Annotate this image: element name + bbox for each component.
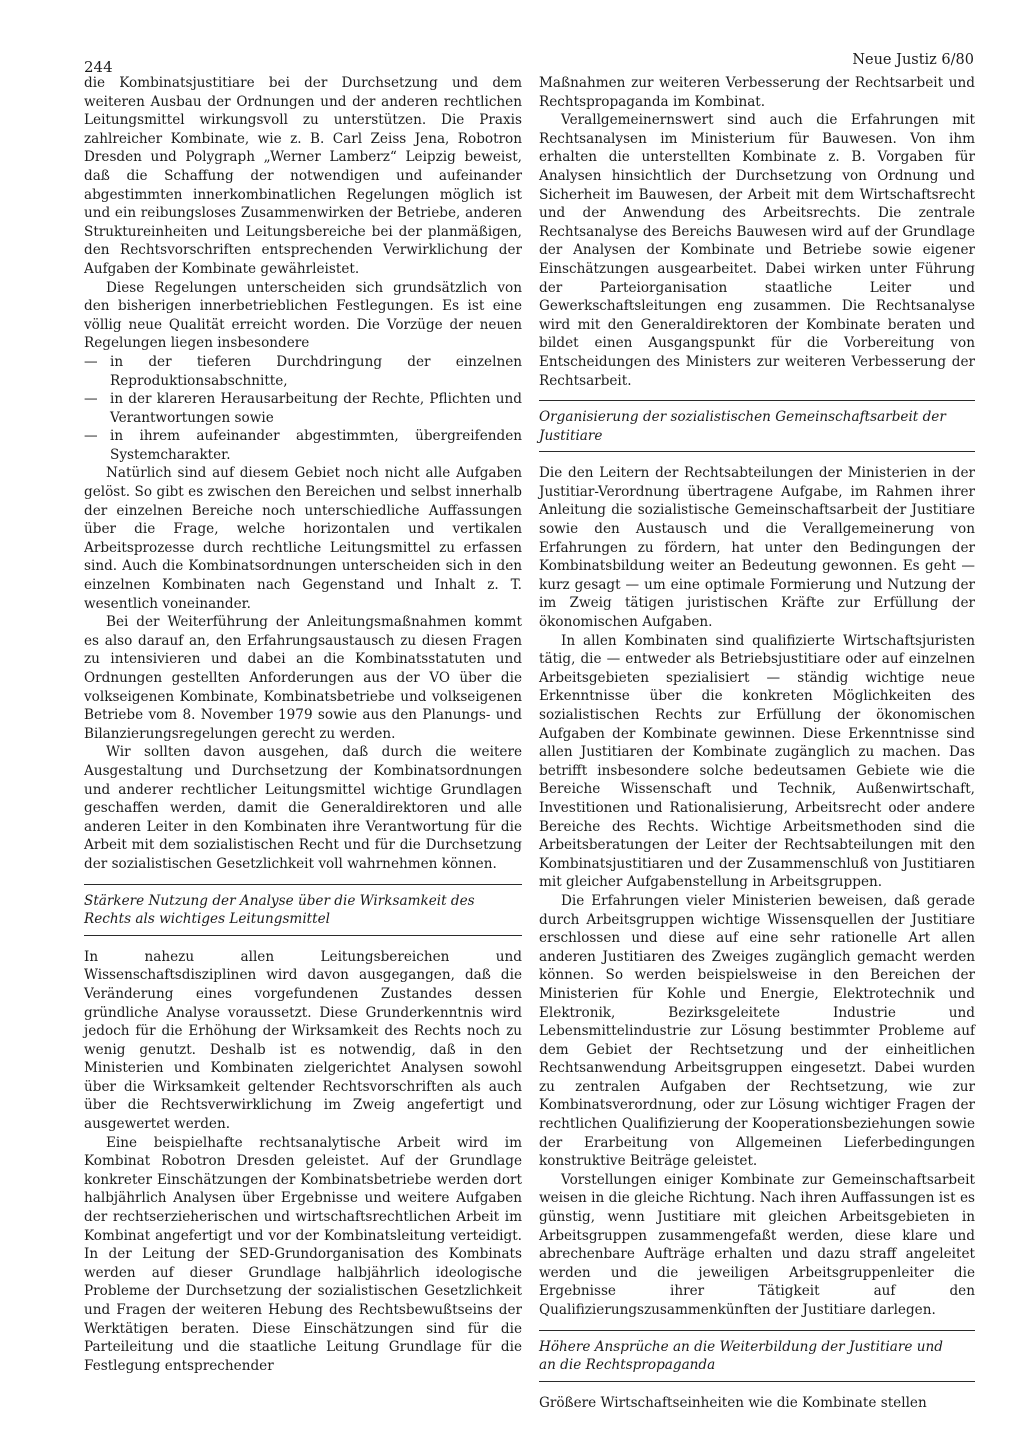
paragraph: Die den Leitern der Rechtsabteilungen der Ministerien in der Justitiar-Verordnung übertragene Aufgabe, im Rahmen ihrer Anleitung die sozialistische Gemeinschaftsarbeit der Justitiare sowie den Austausch und die Verallgemeinerung von Erfahrungen zu fördern, hat unter den Bedingungen der Kombinatsbildung weiter an Bedeutung gewonnen. Es geht — kurz gesagt — um eine optimale Formierung und Nutzung der im Zweig tätigen juristischen Kräfte zur Erfüllung der ökonomischen Aufgaben.: [539, 465, 975, 631]
section-heading-text: Stärkere Nutzung der Analyse über die Wirksamkeit des Rechts als wichtiges Leitungsmittel: [84, 892, 475, 928]
page-number: 244: [84, 58, 113, 76]
paragraph: In nahezu allen Leitungsbereichen und Wissenschaftsdisziplinen wird davon ausgegangen, daß die Veränderung eines vorgefundenen Zustandes dessen gründliche Analyse voraussetzt. Diese Grunderkenntnis wird jedoch für die Erhöhung der Wirksamkeit des Rechts noch zu wenig genutzt. Deshalb ist es notwendig, daß in den Ministerien und Kombinaten zielgerichtet Analysen sowohl über die Wirksamkeit geltender Rechtsvorschriften als auch über die Rechtsverwirklichung im Zweig angefertigt und ausgewertet werden.: [84, 948, 522, 1133]
section-heading-weiterbildung: [539, 1330, 975, 1382]
section-heading-text: Höhere Ansprüche an die Weiterbildung der Justitiare und an die Rechtspropaganda: [539, 1338, 943, 1374]
paragraph: Natürlich sind auf diesem Gebiet noch nicht alle Aufgaben gelöst. So gibt es zwischen den Bereichen und selbst innerhalb der einzelnen Bereiche noch unterschiedliche Auffassungen über die Frage, welche horizontalen und vertikalen Arbeitsprozesse durch rechtliche Leitungsmittel zu erfassen sind. Auch die Kombinatsordnungen unterscheiden sich in den einzelnen Kombinaten nach Gegenstand und Inhalt z. T. wesentlich voneinander.: [84, 465, 522, 612]
left-column: [84, 74, 522, 1375]
paragraph: Größere Wirtschaftseinheiten wie die Kombinate stellen: [539, 1394, 927, 1411]
section-heading-analyse: [84, 884, 522, 936]
journal-issue: Neue Justiz 6/80: [852, 52, 974, 68]
list-item: — in ihrem aufeinander abgestimmten, übergreifenden Systemcharakter.: [84, 427, 522, 464]
list-item: — in der tieferen Durchdringung der einzelnen Reproduktionsabschnitte,: [84, 353, 522, 390]
section-heading-gemeinschaftsarbeit: [539, 400, 975, 452]
paragraph: Wir sollten davon ausgehen, daß durch die weitere Ausgestaltung und Durchsetzung der Kombinatsordnungen und anderer rechtlicher Leitungsmittel wichtige Grundlagen geschaffen werden, damit die Generaldirektoren und alle anderen Leiter in den Kombinaten ihre Verantwortung für die Arbeit mit dem sozialistischen Recht und für die Durchsetzung der sozialistischen Gesetzlichkeit voll wahrnehmen können.: [84, 744, 522, 872]
paragraph: die Kombinatsjustitiare bei der Durchsetzung und dem weiteren Ausbau der Ordnungen und der anderen rechtlichen Leitungsmittel wirkungsvoll zu unterstützen. Die Praxis zahlreicher Kombinate, wie z. B. Carl Zeiss Jena, Robotron Dresden und Polygraph „Werner Lamberz“ Leipzig beweist, daß die Schaffung der notwendigen und aufeinander abgestimmten innerkombinatlichen Regelungen möglich ist und ein reibungsloses Zusammenwirken der Betriebe, anderen Struktureinheiten und Leitungsbereiche bei der planmäßigen, den Rechtsvorschriften entsprechenden Verwirklichung der Aufgaben der Kombinate gewährleistet.: [84, 75, 522, 277]
paragraph: Vorstellungen einiger Kombinate zur Gemeinschaftsarbeit weisen in die gleiche Richtung. Nach ihren Auffassungen ist es günstig, wenn Justitiare mit gleichen Arbeitsgebieten in Arbeitsgruppen zusammengefaßt werden, diese klare und abrechenbare Aufträge erhalten und dazu straff angeleitet werden und die jeweiligen Arbeitsgruppenleiter die Ergebnisse ihrer Tätigkeit auf den Qualifizierungszusammenkünften der Justitiare darlegen.: [539, 1171, 975, 1318]
paragraph: Maßnahmen zur weiteren Verbesserung der Rechtsarbeit und Rechtspropaganda im Kombinat.: [539, 75, 975, 110]
paragraph: Diese Regelungen unterscheiden sich grundsätzlich von den bisherigen innerbetrieblichen Festlegungen. Es ist eine völlig neue Qualität erreicht worden. Die Vorzüge der neuen Regelungen liegen insbesondere: [84, 279, 522, 352]
list-item: — in der klareren Herausarbeitung der Rechte, Pflichten und Verantwortungen sowie: [84, 390, 522, 427]
advantages-list: [84, 353, 522, 465]
section-heading-text: Organisierung der sozialistischen Gemeinschaftsarbeit der Justitiare: [539, 409, 946, 444]
paragraph: Eine beispielhafte rechtsanalytische Arbeit wird im Kombinat Robotron Dresden geleistet. Auf der Grundlage konkreter Einschätzungen der Kombinatsbetriebe werden dort halbjährlich Analysen über Ergebnisse und weitere Aufgaben der rechtserzieherischen und wirtschaftsrechtlichen Arbeit im Kombinat angefertigt und vor der Kombinatsleitung verteidigt. In der Leitung der SED-Grundorganisation des Kombinats werden auf dieser Grundlage halbjährlich ideologische Probleme der Durchsetzung der sozialistischen Gesetzlichkeit und Fragen der weiteren Hebung des Rechtsbewußtseins der Werktätigen beraten. Diese Einschätzungen sind für die Parteileitung und die staatliche Leitung Grundlage für die Festlegung entsprechender: [84, 1134, 522, 1374]
paragraph: Bei der Weiterführung der Anleitungsmaßnahmen kommt es also darauf an, den Erfahrungsaustausch zu diesen Fragen zu intensivieren und dabei an die Kombinatsstatuten und Ordnungen gestellten Anforderungen aus der VO über die volkseigenen Kombinate, Kombinatsbetriebe und volkseigenen Betriebe vom 8. November 1979 sowie aus den Planungs- und Bilanzierungsregelungen gerecht zu werden.: [84, 614, 522, 742]
right-column: [539, 74, 975, 1412]
paragraph: In allen Kombinaten sind qualifizierte Wirtschaftsjuristen tätig, die — entweder als Betriebsjustitiare oder auf einzelnen Arbeitsgebieten spezialisiert — ständig wichtige neue Erkenntnisse über die konkreten Möglichkeiten des sozialistischen Rechts zur Erfüllung der ökonomischen Aufgaben der Kombinate gewinnen. Diese Erkenntnisse sind allen Justitiaren der Kombinate zugänglich zu machen. Das betrifft insbesondere solche bedeutsamen Gebiete wie die Bereiche Wissenschaft und Technik, Außenwirtschaft, Investitionen und Rationalisierung, Arbeitsrecht oder andere Bereiche des Rechts. Wichtige Arbeitsmethoden sind die Arbeitsberatungen der Leiter der Rechtsabteilungen mit den Kombinatsjustitiaren und der Zusammenschluß von Justitiaren mit gleicher Aufgabenstellung in Arbeitsgruppen.: [539, 632, 975, 891]
paragraph: Verallgemeinernswert sind auch die Erfahrungen mit Rechtsanalysen im Ministerium für Bauwesen. Von ihm erhalten die unterstellten Kombinate z. B. Vorgaben für Analysen hinsichtlich der Durchsetzung von Ordnung und Sicherheit im Bauwesen, der Arbeit mit dem Wirtschaftsrecht und der Anwendung des Arbeitsrechts. Die zentrale Rechtsanalyse des Bereichs Bauwesen wird auf der Grundlage der Analysen der Kombinate und Betriebe sowie eigener Einschätzungen ausgearbeitet. Dabei wirken unter Führung der Parteiorganisation staatliche Leiter und Gewerkschaftsleitungen eng zusammen. Die Rechtsanalyse wird mit den Generaldirektoren der Kombinate beraten und bildet einen Ausgangspunkt für die Vorbereitung von Entscheidungen des Ministers zur weiteren Verbesserung der Rechtsarbeit.: [539, 112, 975, 389]
paragraph: Die Erfahrungen vieler Ministerien beweisen, daß gerade durch Arbeitsgruppen wichtige Wissensquellen der Justitiare erschlossen und diese auf eine sehr rationelle Art allen anderen Justitiaren des Zweiges zugänglich gemacht werden können. So werden beispielsweise in den Bereichen der Ministerien für Kohle und Energie, Elektrotechnik und Elektronik, Bezirksgeleitete Industrie und Lebensmittelindustrie zur Lösung bestimmter Probleme auf dem Gebiet der Rechtsetzung und der einheitlichen Rechtsanwendung Arbeitsgruppen eingesetzt. Dabei wurden zu zentralen Aufgaben der Rechtsetzung, wie zur Kombinatsverordnung, oder zur Lösung wichtiger Fragen der rechtlichen Qualifizierung der Kooperationsbeziehungen sowie der Erarbeitung von Allgemeinen Lieferbedingungen konstruktive Beiträge geleistet.: [539, 892, 975, 1170]
